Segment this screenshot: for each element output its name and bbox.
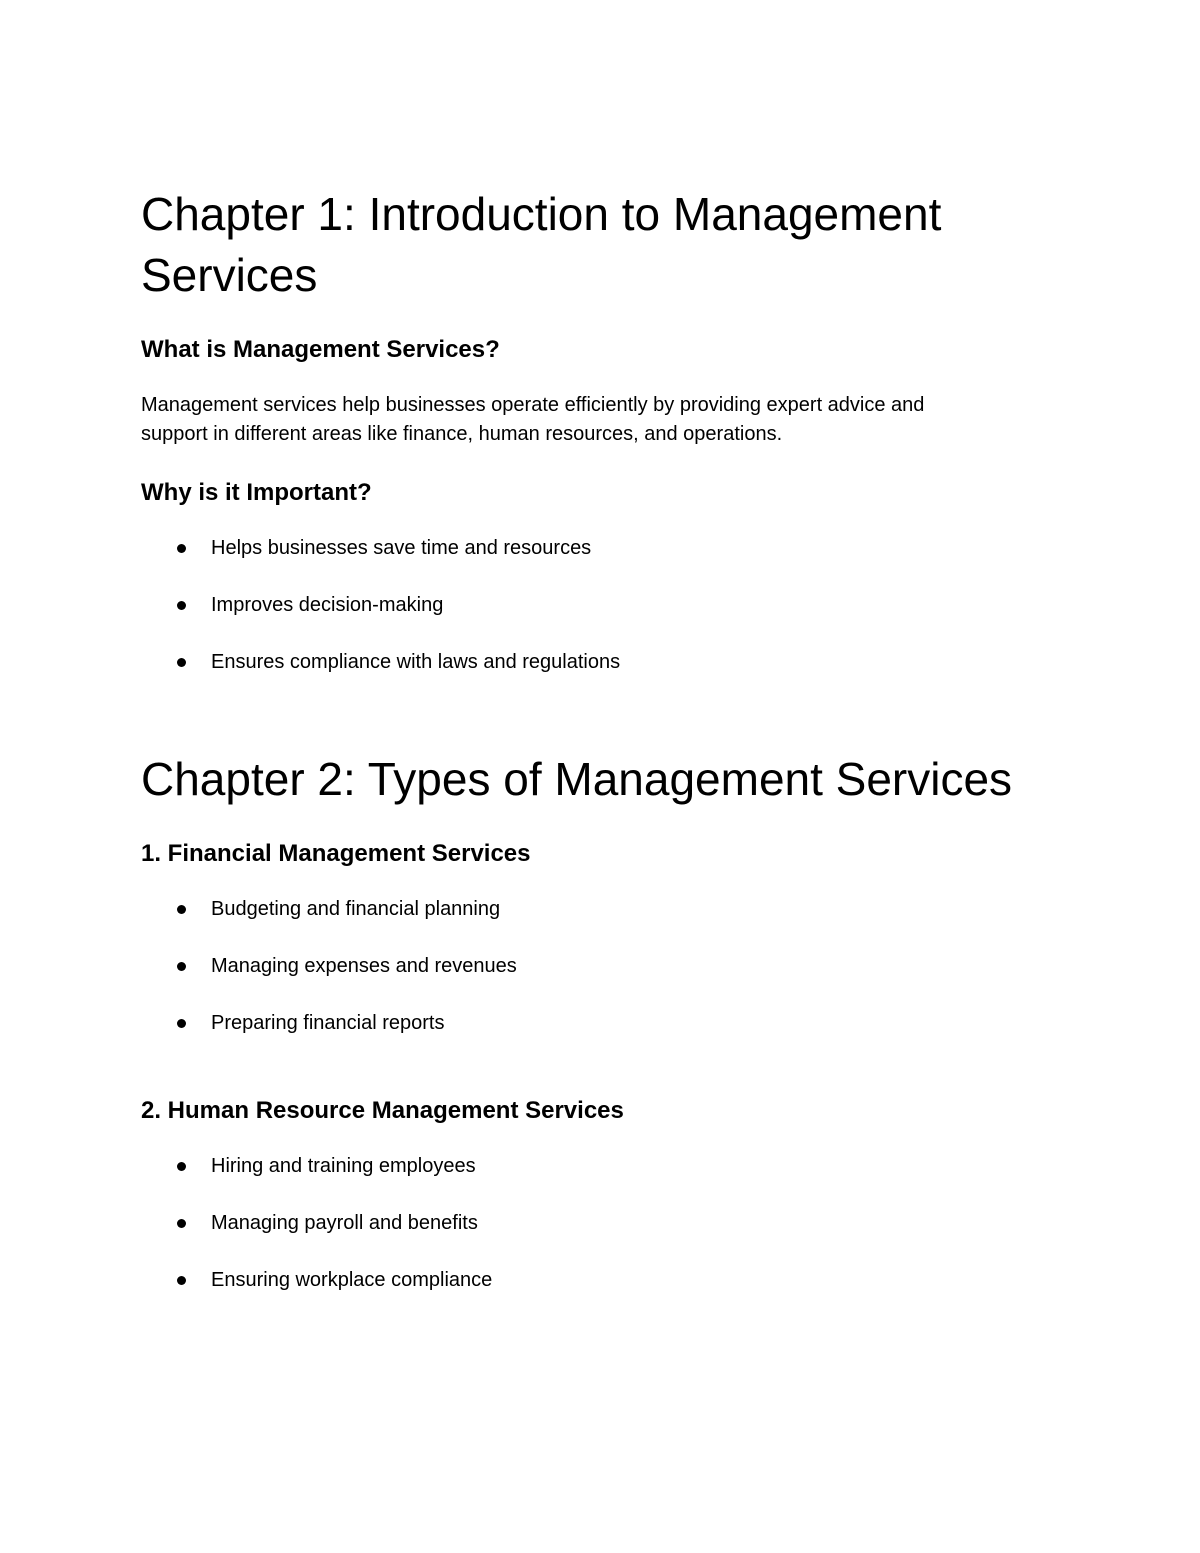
list-item-text: Hiring and training employees: [211, 1155, 476, 1177]
list-item-text: Ensures compliance with laws and regulations: [211, 651, 621, 673]
bullet-icon: [177, 905, 186, 914]
chapter-1-title-line-1: Chapter 1: Introduction to Management: [141, 188, 942, 240]
list-item-text: Managing expenses and revenues: [211, 955, 517, 977]
bullet-icon: [177, 1276, 186, 1285]
list-item-text: Helps businesses save time and resources: [211, 537, 592, 559]
intro-paragraph-line-2: support in different areas like finance, human resources, and operations.: [141, 423, 783, 445]
list-item-text: Ensuring workplace compliance: [211, 1269, 493, 1291]
section-heading-financial: 1. Financial Management Services: [141, 840, 531, 867]
bullet-icon: [177, 1019, 186, 1028]
bullet-icon: [177, 601, 186, 610]
section-heading-human-resource: 2. Human Resource Management Services: [141, 1097, 624, 1124]
bullet-icon: [177, 544, 186, 553]
chapter-1-title-line-2: Services: [141, 249, 318, 301]
bullet-icon: [177, 658, 186, 667]
bullet-icon: [177, 1219, 186, 1228]
section-heading-why-important: Why is it Important?: [141, 479, 372, 506]
intro-paragraph-line-1: Management services help businesses operate efficiently by providing expert advice and: [141, 394, 925, 416]
list-item-text: Managing payroll and benefits: [211, 1212, 478, 1234]
bullet-icon: [177, 962, 186, 971]
chapter-2-title: Chapter 2: Types of Management Services: [141, 753, 1013, 805]
section-heading-what-is: What is Management Services?: [141, 336, 500, 363]
list-item-text: Improves decision-making: [211, 594, 444, 616]
list-item-text: Preparing financial reports: [211, 1012, 445, 1034]
bullet-icon: [177, 1162, 186, 1171]
list-item-text: Budgeting and financial planning: [211, 898, 501, 920]
